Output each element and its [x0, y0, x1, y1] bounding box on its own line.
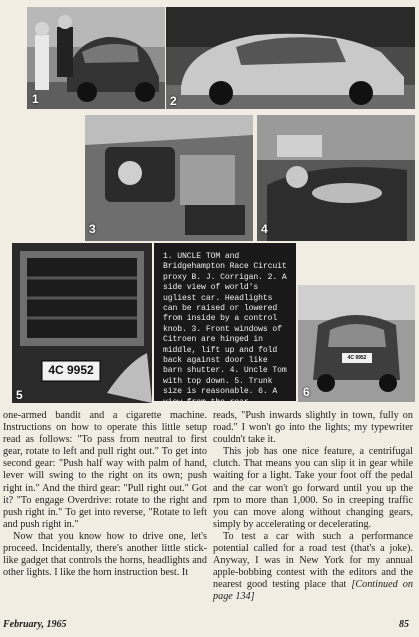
article-left-column	[3, 410, 207, 579]
photo-uncle-tom-and-car	[27, 7, 165, 109]
photo-number-6: 6	[303, 385, 310, 399]
photo-1-image	[27, 7, 165, 109]
photo-2-image	[166, 7, 415, 109]
continued-note: [Continued on page 134]	[213, 579, 413, 603]
photo-4-image	[257, 115, 415, 241]
photo-number-1: 1	[32, 92, 39, 106]
photo-number-3: 3	[89, 222, 96, 236]
photo-5-image	[12, 243, 152, 403]
photo-6-image	[298, 285, 415, 402]
article-paragraph: Now that you know how to drive one, let's proceed. Incidentally, there's another little stick-like gadget that controls the horns, headlights and other lights. I like the horn instruction best. It	[3, 530, 207, 579]
article-paragraph: one-armed bandit and a cigarette machine. Instructions on how to operate this little setup read as follows: "To pass from neutral to first gear, rotate to left and pull right out." To get into second gear: "Push half way with palm of hand, lever will swing to the right on its own; push right in." And the third gear: "Pull right out." Got it? "To engage Overdrive: rotate to the right and push right in." To get into reverse, "Rotate to left and push right in."	[3, 410, 207, 530]
photo-rear-view	[298, 285, 415, 402]
article-paragraph	[213, 531, 413, 604]
page-number: 85	[399, 619, 409, 630]
photo-3-image	[85, 115, 253, 241]
license-plate-right: 4C 9952	[347, 355, 367, 361]
photo-front-windows	[85, 115, 253, 241]
article-paragraph: reads, "Push inwards slightly in town, fully on road." I won't go into the lights; my typewriter couldn't take it.	[213, 410, 413, 446]
photo-number-2: 2	[170, 94, 177, 108]
license-plate-left: 4C 9952	[48, 363, 94, 377]
photo-top-down	[257, 115, 415, 241]
photo-side-view	[166, 7, 415, 109]
issue-date: February, 1965	[3, 619, 67, 630]
article-right-column	[213, 410, 413, 604]
photo-number-4: 4	[261, 222, 268, 236]
article-paragraph: This job has one nice feature, a centrifugal clutch. That means you can slip it in gear while waiting for a light. Take your foot off the pedal and the car won't go forward until you up the rpm to more than 1,000. So in creeping traffic you can move along without changing gears, simply by accelerating or decelerating.	[213, 446, 413, 530]
article-text: To test a car with such a performance potential called for a road test (that's a joke). Anyway, I was in New York for my annual apple-bobbing contest with the editors and the nearest good testing place that	[213, 530, 413, 591]
photo-caption: 1. UNCLE TOM and Bridgehampton Race Circuit proxy B. J. Corrigan. 2. A side view of world's ugliest car. Headlights can be raised or lowered from inside by a control knob. 3. Front windows of Citroen are hinged in middle, lift up and fold back against door like barn shutter. 4. Uncle Tom with top down. 5. Trunk size is reasonable. 6. A view from the rear.	[154, 243, 296, 401]
photo-trunk	[12, 243, 152, 403]
photo-number-5: 5	[16, 388, 23, 402]
